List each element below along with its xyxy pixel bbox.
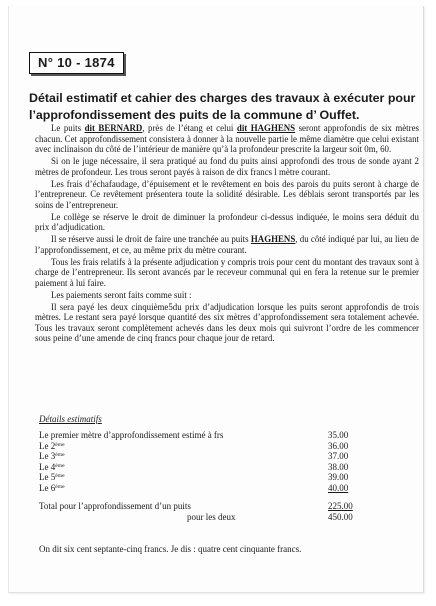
- paragraph-5-text-c: , du côté indiqué par lui, au lieu de l’approfondissement, et ce, au même prix du mètre courant.: [35, 234, 419, 255]
- paragraph-1-text-a: Le puits: [51, 123, 85, 133]
- document-page: [8, 6, 424, 593]
- estimate-row-label: Le 5ème: [39, 472, 65, 482]
- document-number: N° 10 - 1874: [38, 55, 115, 70]
- estimate-row: [39, 441, 394, 452]
- paragraph-4: Le collège se réserve le droit de diminuer la profondeur ci-dessus indiquée, le moins sera déduit du prix d’adjudication.: [35, 211, 419, 233]
- estimate-row: [39, 430, 394, 441]
- estimate-both-value: 450.00: [328, 511, 353, 522]
- estimate-table: [39, 430, 394, 522]
- paragraph-1-text-e: seront approfondis de six mètres chacun. Cet approfondissement consistera à donner à la nouvelle partie le même diamètre que celui existant avec inclinaison du côté de l’intérieur de manière qu’à la profondeur prescrite la largeur soit 0m, 60.: [35, 123, 420, 155]
- paragraph-1: [35, 123, 419, 155]
- estimate-spacer: [39, 493, 394, 501]
- estimate-row-value: 37.00: [328, 451, 349, 461]
- estimate-row-label: Le premier mètre d’approfondissement estimé à frs: [39, 430, 224, 440]
- estimate-total-value: 225.00: [328, 501, 353, 511]
- paragraph-3: Les frais d’échafaudage, d’épuisement et le revêtement en bois des parois du puits seront à charge de l’entrepreneur. Ce revêtement présentera toute la solidité désirable. Les déblais seront transportés par les soins de l’entrepreneur.: [35, 178, 419, 210]
- document-body: [35, 123, 419, 345]
- estimate-both-label: pour les deux: [187, 511, 236, 522]
- estimate-row-value: 38.00: [328, 461, 349, 472]
- paragraph-2: Si on le juge nécessaire, il sera pratiqué au fond du puits ainsi approfondi des trous de sonde ayant 2 mètres de profondeur. Les trous seront payés à raison de dix francs l mètre courant.: [35, 156, 419, 177]
- document-title: Détail estimatif et cahier des charges des travaux à exécuter pour l’approfondissement des puits de la commune d’ Ouffet.: [29, 91, 416, 122]
- estimate-row: [39, 483, 394, 494]
- well-name-haghens: dit HAGHENS: [236, 123, 296, 133]
- estimate-row: [39, 462, 394, 473]
- estimate-row: [39, 472, 394, 483]
- estimate-row-label: Le 3ème: [39, 451, 65, 461]
- estimate-row-label: Le 6ème: [39, 482, 65, 493]
- estimate-row-label: Le 4ème: [39, 461, 65, 472]
- paragraph-5-text-a: Il se réserve aussi le droit de faire une tranchée au puits: [51, 234, 251, 245]
- estimate-row-value: 40.00: [328, 482, 349, 493]
- estimate-row-value: 39.00: [328, 472, 349, 482]
- paragraph-5: [35, 234, 419, 255]
- well-name-haghens-2: HAGHENS: [250, 234, 296, 245]
- paragraph-8: Il sera payé les deux cinquième5du prix d’adjudication lorsque les puits seront approfondis de trois mètres. Le restant sera payé lorsque quantité des six mètres d’approfondissement sera totalement achevée. Tous les travaux seront complètement achevés dans les deux mois qui suivront l’ordre de les commencer sous peine d’une amende de cinq francs pour chaque jour de retard.: [35, 301, 419, 344]
- paragraph-1-text-c: , près de l’étang et celui: [142, 123, 237, 133]
- well-name-bernard: dit BERNARD: [84, 123, 143, 133]
- estimate-row-value: 36.00: [328, 440, 349, 451]
- estimate-total-label: Total pour l’approfondissement d’un puits: [39, 501, 191, 511]
- estimate-both-row: [39, 512, 394, 523]
- estimate-row: [39, 451, 394, 462]
- estimate-total-row: [39, 501, 394, 512]
- estimate-row-value: 35.00: [328, 430, 349, 440]
- document-number-box: [29, 52, 124, 74]
- paragraph-7: Les paiements seront faits comme suit :: [51, 289, 192, 300]
- paragraph-6: Tous les frais relatifs à la présente adjudication y compris trois pour cent du montant des travaux sont à charge de l’entrepreneur. Ils seront avancés par le receveur communal qui en fera la retenue sur le premier paiement à lui faire.: [35, 256, 419, 288]
- estimate-row-label: Le 2ème: [39, 440, 65, 451]
- details-heading: Détails estimatifs: [39, 414, 102, 424]
- closing-statement: On dit six cent septante-cinq francs. Je dis : quatre cent cinquante francs.: [39, 544, 302, 554]
